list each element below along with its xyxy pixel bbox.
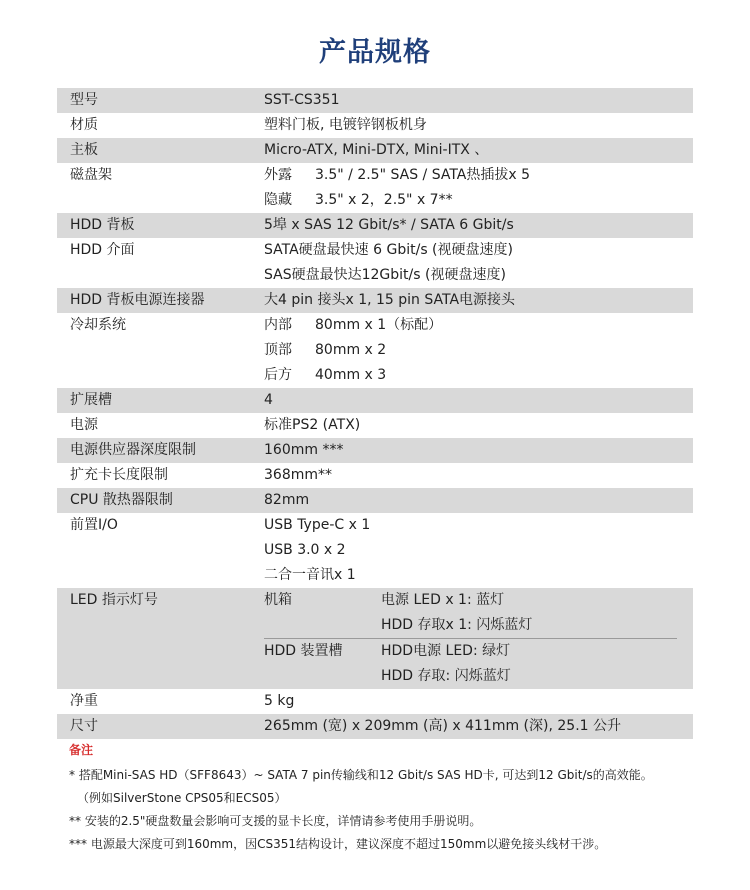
spec-label: HDD 介面 xyxy=(70,242,135,258)
spec-label: 冷却系统 xyxy=(70,317,126,333)
spec-value: 368mm** xyxy=(264,467,332,483)
spec-row-motherboard xyxy=(57,138,693,163)
spec-value: 82mm xyxy=(264,492,310,508)
spec-line: SATA硬盘最快速 6 Gbit/s (视硬盘速度) xyxy=(264,242,513,258)
spec-row-card-length xyxy=(57,463,693,488)
spec-row-led xyxy=(57,588,693,689)
spec-label: 电源 xyxy=(70,417,98,433)
spec-line: USB 3.0 x 2 xyxy=(264,542,346,558)
led-item: HDD 存取: 闪烁蓝灯 xyxy=(381,668,511,684)
notes-heading: 备注 xyxy=(69,743,94,757)
spec-value: 5 kg xyxy=(264,693,295,709)
note-item: *** 电源最大深度可到160mm，因CS351结构设计，建议深度不超过150mm以避免接头线材干涉。 xyxy=(69,837,607,851)
spec-row-front-io xyxy=(57,513,693,588)
spec-label: 型号 xyxy=(70,92,98,108)
spec-row-material xyxy=(57,113,693,138)
spec-value: Micro-ATX, Mini-DTX, Mini-ITX 、 xyxy=(264,142,489,158)
spec-label: CPU 散热器限制 xyxy=(70,492,173,508)
spec-line: 二合一音讯x 1 xyxy=(264,567,356,583)
spec-row-net-weight xyxy=(57,689,693,714)
spec-label: HDD 背板 xyxy=(70,217,135,233)
spec-label: 材质 xyxy=(70,117,98,133)
spec-row-model xyxy=(57,88,693,113)
spec-value: 大4 pin 接头x 1, 15 pin SATA电源接头 xyxy=(264,292,516,308)
spec-row-drive-bays xyxy=(57,163,693,213)
spec-label: 扩充卡长度限制 xyxy=(70,467,168,483)
spec-label: 尺寸 xyxy=(70,718,98,734)
spec-value xyxy=(264,588,693,689)
spec-label: 净重 xyxy=(70,693,98,709)
spec-value: 4 xyxy=(264,392,273,408)
spec-line: SAS硬盘最快达12Gbit/s (视硬盘速度) xyxy=(264,267,506,283)
spec-line: 隐藏 3.5" x 2，2.5" x 7** xyxy=(264,192,453,208)
spec-row-expansion xyxy=(57,388,693,413)
spec-row-psu-depth xyxy=(57,438,693,463)
spec-label: HDD 背板电源连接器 xyxy=(70,292,205,308)
spec-row-cpu-cooler xyxy=(57,488,693,513)
spec-line: 顶部 80mm x 2 xyxy=(264,342,387,358)
led-category: 机箱 xyxy=(264,592,292,608)
led-group-hdd-bay xyxy=(264,639,693,689)
spec-label: LED 指示灯号 xyxy=(70,592,158,608)
spec-value: SST-CS351 xyxy=(264,92,340,108)
spec-label: 磁盘架 xyxy=(70,167,112,183)
led-group-chassis xyxy=(264,588,693,638)
led-item: HDD 存取x 1: 闪烁蓝灯 xyxy=(381,617,533,633)
spec-line: 内部 80mm x 1（标配） xyxy=(264,317,443,333)
spec-value xyxy=(264,238,693,288)
spec-line: 外露 3.5" / 2.5" SAS / SATA热插拔x 5 xyxy=(264,167,531,183)
spec-row-cooling xyxy=(57,313,693,388)
spec-table xyxy=(57,88,693,739)
spec-row-psu xyxy=(57,413,693,438)
spec-value: 5埠 x SAS 12 Gbit/s* / SATA 6 Gbit/s xyxy=(264,217,514,233)
spec-value: 265mm (宽) x 209mm (高) x 411mm (深), 25.1 公升 xyxy=(264,718,622,734)
spec-line: 后方 40mm x 3 xyxy=(264,367,387,383)
spec-value xyxy=(264,513,693,588)
note-item: ** 安装的2.5"硬盘数量会影响可支援的显卡长度，详情请参考使用手册说明。 xyxy=(69,814,482,828)
led-item: 电源 LED x 1: 蓝灯 xyxy=(381,592,505,608)
spec-value: 塑料门板, 电镀锌钢板机身 xyxy=(264,117,427,133)
spec-value xyxy=(264,313,693,388)
spec-label: 主板 xyxy=(70,142,98,158)
note-item: * 搭配Mini-SAS HD（SFF8643）~ SATA 7 pin传输线和12 Gbit/s SAS HD卡, 可达到12 Gbit/s的高效能。 xyxy=(69,768,653,782)
spec-value: 160mm *** xyxy=(264,442,344,458)
led-item: HDD电源 LED: 绿灯 xyxy=(381,643,511,659)
notes-section xyxy=(69,741,739,859)
spec-row-dimensions xyxy=(57,714,693,739)
spec-row-hdd-interface xyxy=(57,238,693,288)
spec-row-hdd-power xyxy=(57,288,693,313)
spec-label: 前置I/O xyxy=(70,517,118,533)
spec-value xyxy=(264,163,693,213)
led-category: HDD 装置槽 xyxy=(264,643,343,659)
page-title: 产品规格 xyxy=(319,37,431,68)
spec-label: 扩展槽 xyxy=(70,392,112,408)
note-item: （例如SilverStone CPS05和ECS05） xyxy=(77,791,287,805)
spec-line: USB Type-C x 1 xyxy=(264,517,371,533)
spec-row-hdd-backplane xyxy=(57,213,693,238)
spec-label: 电源供应器深度限制 xyxy=(70,442,196,458)
spec-value: 标准PS2 (ATX) xyxy=(264,417,361,433)
